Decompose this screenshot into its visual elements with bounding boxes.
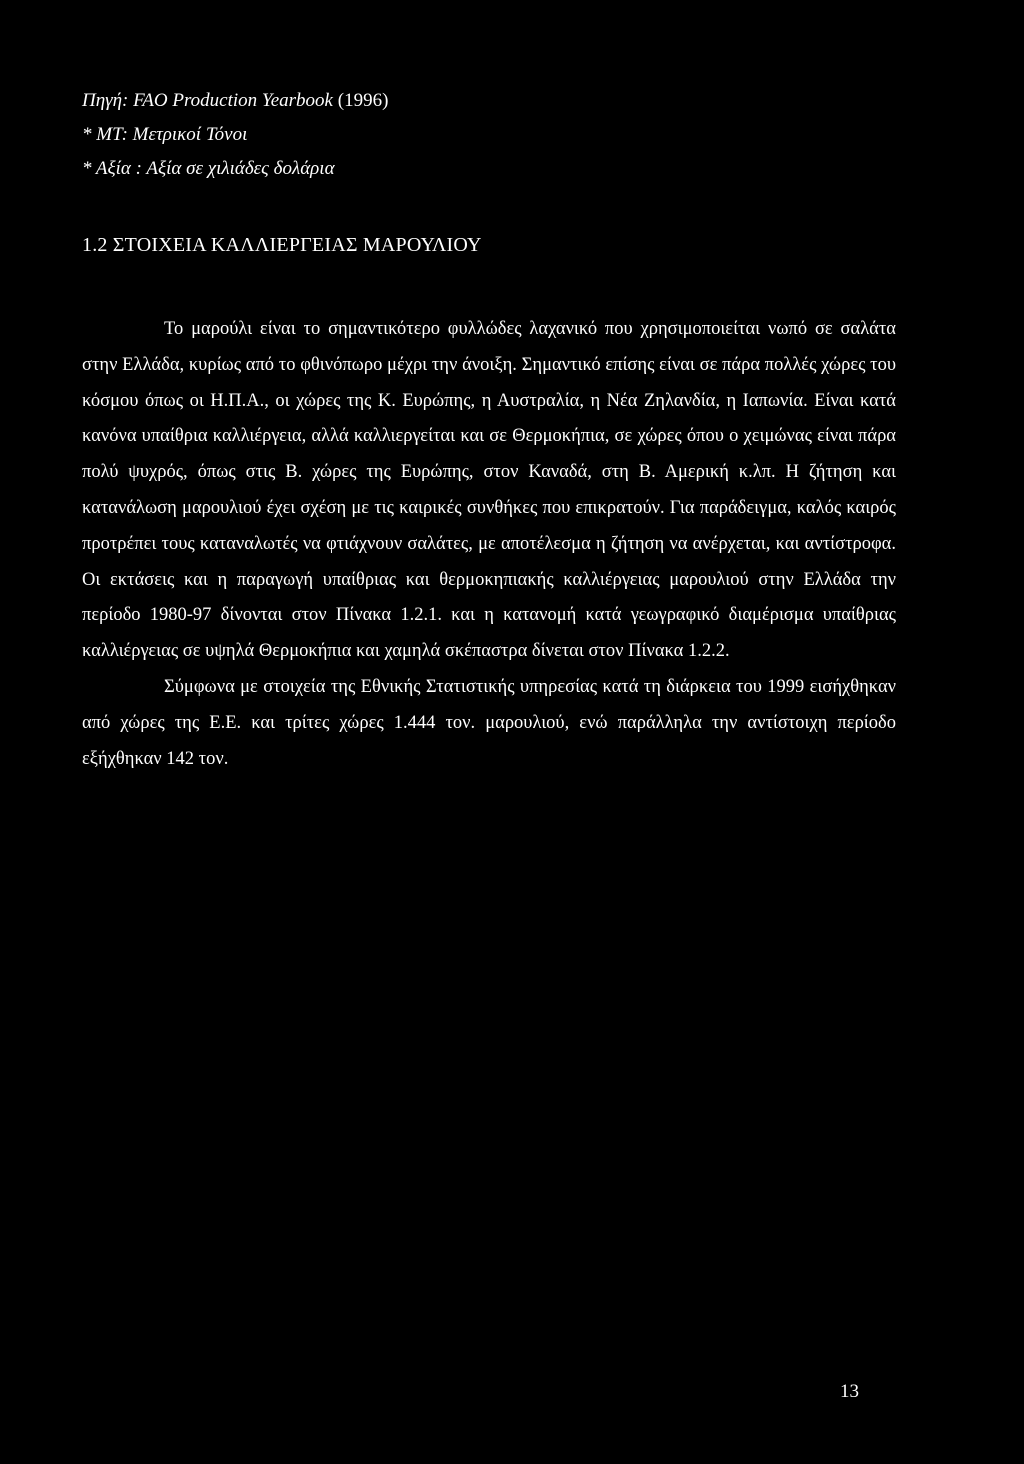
source-label: Πηγή: <box>82 90 129 111</box>
section-heading: 1.2 ΣΤΟΙΧΕΙΑ ΚΑΛΛΙΕΡΓΕΙΑΣ ΜΑΡΟΥΛΙΟΥ <box>82 234 482 256</box>
source-note <box>82 84 388 118</box>
section-body <box>82 312 896 777</box>
paragraph-1: Το μαρούλι είναι το σημαντικότερο φυλλώδες λαχανικό που χρησιμοποιείται νωπό σε σαλάτα στην Ελλάδα, κυρίως από το φθινόπωρο μέχρι την άνοιξη. Σημαντικό επίσης είναι σε πάρα πολλές χώρες του κόσμου όπως οι Η.Π.Α., οι χώρες της Κ. Ευρώπης, η Αυστραλία, η Νέα Ζηλανδία, η Ιαπωνία. Είναι κατά κανόνα υπαίθρια καλλιέργεια, αλλά καλλιεργείται και σε Θερμοκήπια, σε χώρες όπου ο χειμώνας είναι πάρα πολύ ψυχρός, όπως στις Β. χώρες της Ευρώπης, στον Καναδά, στη Β. Αμερική κ.λπ. Η ζήτηση και κατανάλωση μαρουλιού έχει σχέση με τις καιρικές συνθήκες που επικρατούν. Για παράδειγμα, καλός καιρός προτρέπει τους καταναλωτές να φτιάχνουν σαλάτες, με αποτέλεσμα η ζήτηση να ανέρχεται, και αντίστροφα. Οι εκτάσεις και η παραγωγή υπαίθριας και θερμοκηπιακής καλλιέργειας μαρουλιού στην Ελλάδα την περίοδο 1980-97 δίνονται στον Πίνακα 1.2.1. και η κατανομή κατά γεωγραφικό διαμέρισμα υπαίθριας καλλιέργειας σε υψηλά Θερμοκήπια και χαμηλά σκέπαστρα δίνεται στον Πίνακα 1.2.2. <box>82 319 896 662</box>
source-year: (1996) <box>337 90 389 111</box>
paragraph-2: Σύμφωνα με στοιχεία της Εθνικής Στατιστικής υπηρεσίας κατά τη διάρκεια του 1999 εισήχθηκαν από χώρες της Ε.Ε. και τρίτες χώρες 1.444 τον. μαρουλιού, ενώ παράλληλα την αντίστοιχη περίοδο εξήχθηκαν 142 τον. <box>82 676 896 769</box>
source-title: FAO Production Yearbook <box>133 90 333 111</box>
value-note: * Αξία : Αξία σε χιλιάδες δολάρια <box>82 158 335 179</box>
table-notes <box>82 84 388 186</box>
page-number: 13 <box>840 1381 859 1402</box>
mt-note: * ΜΤ: Μετρικοί Τόνοι <box>82 124 248 145</box>
